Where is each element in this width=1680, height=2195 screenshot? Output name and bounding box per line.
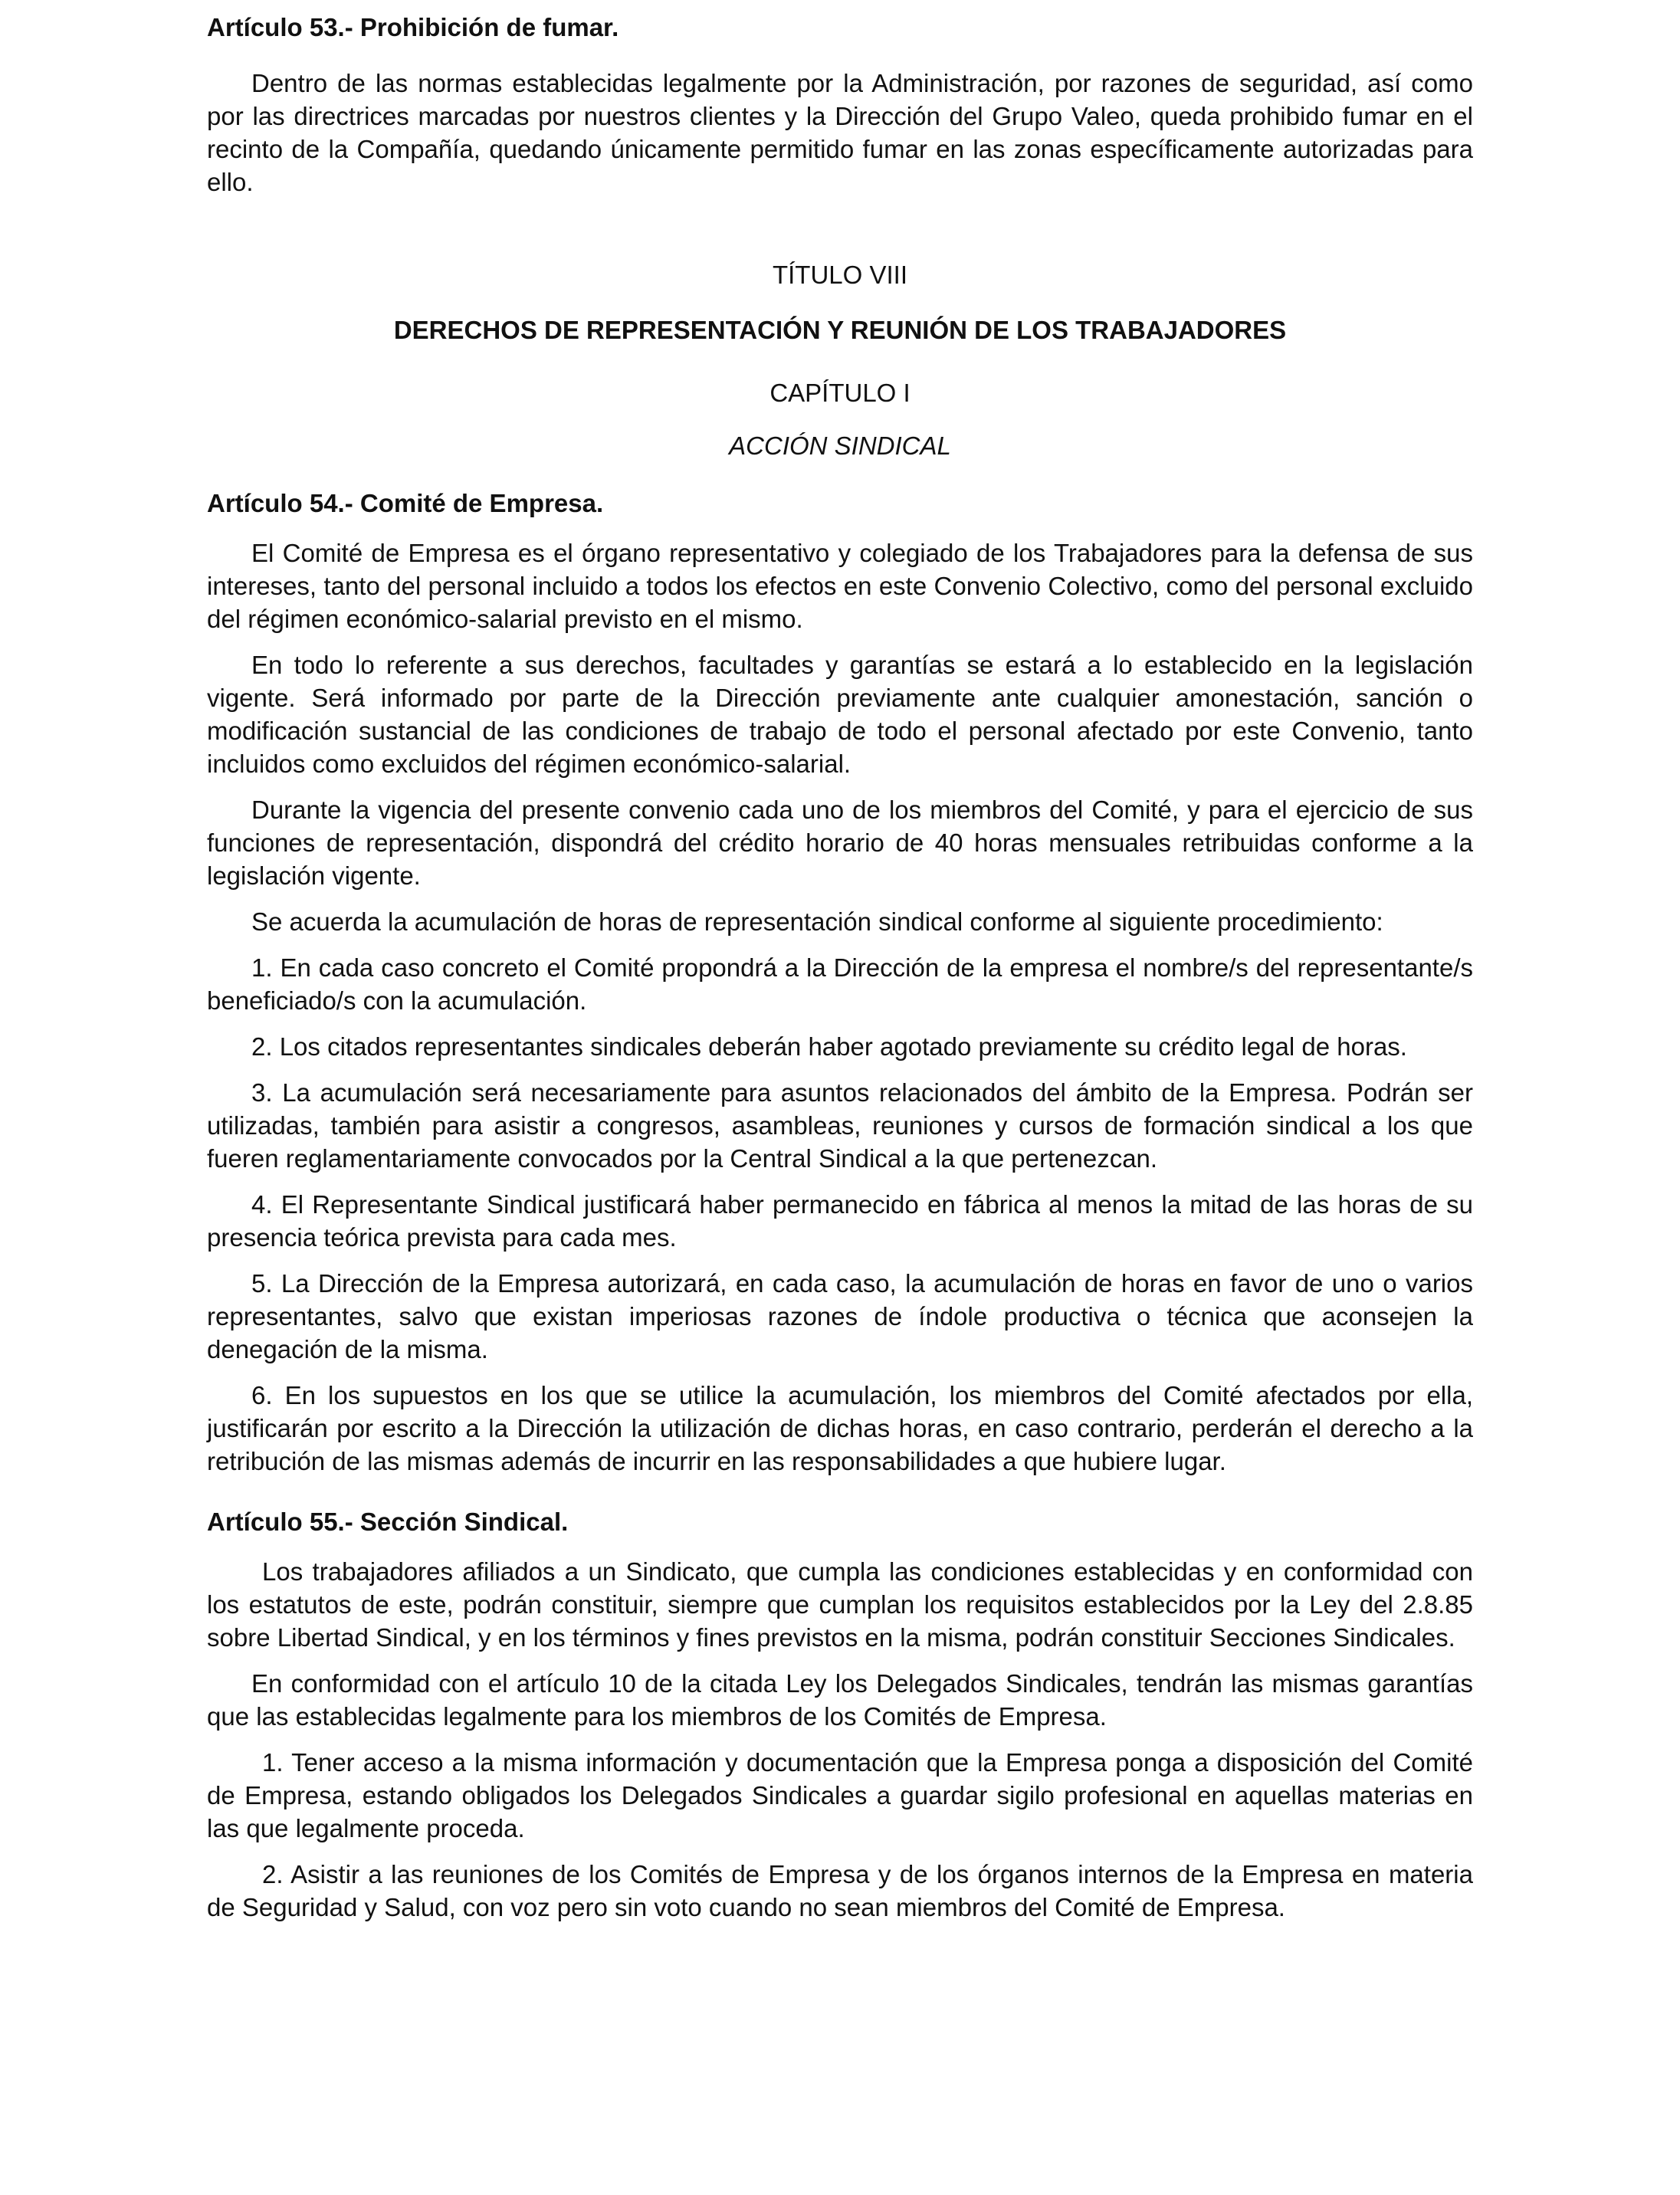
article-54-paragraph: En todo lo referente a sus derechos, facultades y garantías se estará a lo establecido en la legislación vigente. Será informado por parte de la Dirección previamente ante cualquier amonestación, sanción o modificación sustancial de las condiciones de trabajo de todo el personal afectado por este Convenio, tanto incluidos como excluidos del régimen económico-salarial. xyxy=(207,651,1473,778)
article-55-heading: Artículo 55.- Sección Sindical. xyxy=(207,1508,569,1536)
article-55-paragraph: En conformidad con el artículo 10 de la citada Ley los Delegados Sindicales, tendrán las mismas garantías que las establecidas legalmente para los miembros de los Comités de Empresa. xyxy=(207,1669,1473,1731)
capitulo-name: ACCIÓN SINDICAL xyxy=(729,431,951,460)
article-54-heading: Artículo 54.- Comité de Empresa. xyxy=(207,489,604,517)
article-53-heading: Artículo 53.- Prohibición de fumar. xyxy=(207,13,619,41)
article-54-list-item: 3. La acumulación será necesariamente para asuntos relacionados del ámbito de la Empresa. Podrán ser utilizadas, también para asistir a congresos, asambleas, reuniones y cursos de formación sindical a los que fueren reglamentariamente convocados por la Central Sindical a la que pertenezcan. xyxy=(207,1078,1473,1173)
article-54-list-item: 2. Los citados representantes sindicales deberán haber agotado previamente su crédito legal de horas. xyxy=(251,1032,1407,1061)
article-54-list-item: 1. En cada caso concreto el Comité propondrá a la Dirección de la empresa el nombre/s del representante/s beneficiado/s con la acumulación. xyxy=(207,953,1473,1015)
article-54-paragraph: Se acuerda la acumulación de horas de representación sindical conforme al siguiente procedimiento: xyxy=(251,907,1383,936)
article-55-paragraph: Los trabajadores afiliados a un Sindicato, que cumpla las condiciones establecidas y en conformidad con los estatutos de este, podrán constituir, siempre que cumplan los requisitos establecidos por la Ley del 2.8.85 sobre Libertad Sindical, y en los términos y fines previstos en la misma, podrán constituir Secciones Sindicales. xyxy=(207,1557,1473,1652)
titulo-label: TÍTULO VIII xyxy=(772,261,908,289)
article-54-list-item: 5. La Dirección de la Empresa autorizará, en cada caso, la acumulación de horas en favor de uno o varios representantes, salvo que existan imperiosas razones de índole productiva o técnica que aconsejen la denegación de la misma. xyxy=(207,1269,1473,1363)
article-55-list-item: 2. Asistir a las reuniones de los Comités de Empresa y de los órganos internos de la Empresa en materia de Seguridad y Salud, con voz pero sin voto cuando no sean miembros del Comité de Empresa. xyxy=(207,1860,1473,1921)
titulo-name: DERECHOS DE REPRESENTACIÓN Y REUNIÓN DE LOS TRABAJADORES xyxy=(393,316,1287,344)
article-55-list-item: 1. Tener acceso a la misma información y documentación que la Empresa ponga a disposición del Comité de Empresa, estando obligados los Delegados Sindicales a guardar sigilo profesional en aquellas materias en las que legalmente proceda. xyxy=(207,1748,1473,1842)
capitulo-label: CAPÍTULO I xyxy=(769,379,911,407)
document-page xyxy=(207,11,1473,1937)
article-54-paragraph: El Comité de Empresa es el órgano representativo y colegiado de los Trabajadores para la defensa de sus intereses, tanto del personal incluido a todos los efectos en este Convenio Colectivo, como del personal excluido del régimen económico-salarial previsto en el mismo. xyxy=(207,539,1473,633)
article-54-paragraph: Durante la vigencia del presente convenio cada uno de los miembros del Comité, y para el ejercicio de sus funciones de representación, dispondrá del crédito horario de 40 horas mensuales retribuidas conforme a la legislación vigente. xyxy=(207,796,1473,890)
article-54-list-item: 6. En los supuestos en los que se utilice la acumulación, los miembros del Comité afectados por ella, justificarán por escrito a la Dirección la utilización de dichas horas, en caso contrario, perderán el derecho a la retribución de las mismas además de incurrir en las responsabilidades a que hubiere lugar. xyxy=(207,1381,1473,1475)
article-53-paragraph: Dentro de las normas establecidas legalmente por la Administración, por razones de seguridad, así como por las directrices marcadas por nuestros clientes y la Dirección del Grupo Valeo, queda prohibido fumar en el recinto de la Compañía, quedando únicamente permitido fumar en las zonas específicamente autorizadas para ello. xyxy=(207,69,1473,196)
article-54-list-item: 4. El Representante Sindical justificará haber permanecido en fábrica al menos la mitad de las horas de su presencia teórica prevista para cada mes. xyxy=(207,1190,1473,1252)
